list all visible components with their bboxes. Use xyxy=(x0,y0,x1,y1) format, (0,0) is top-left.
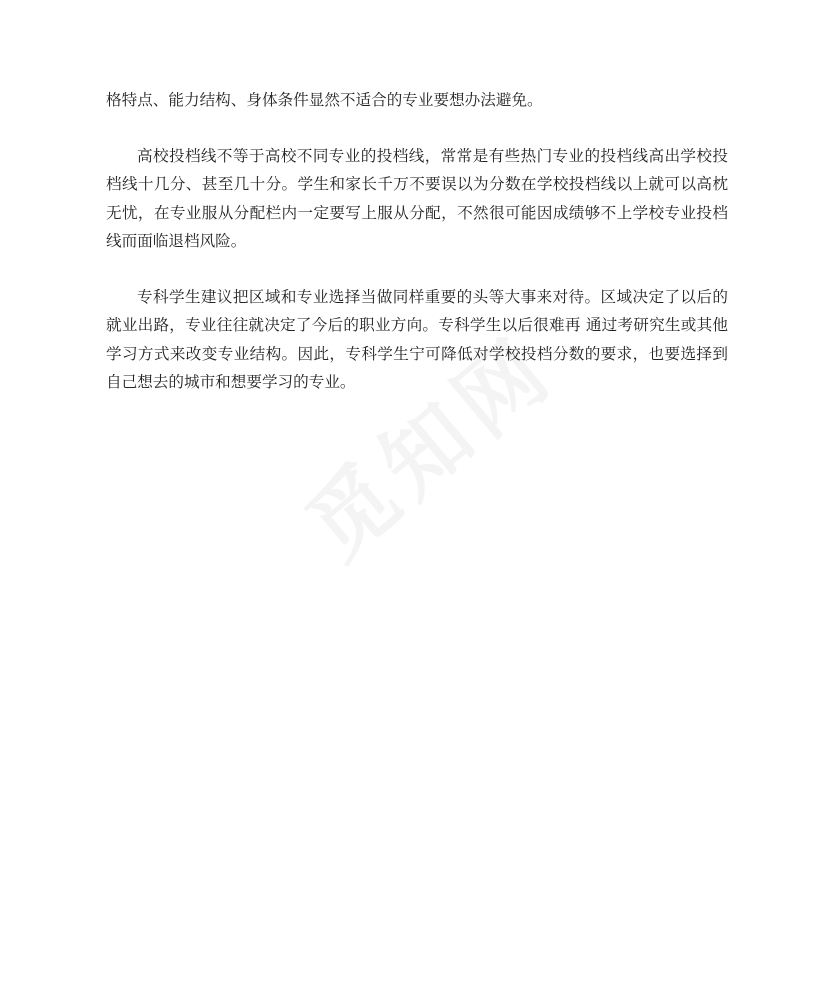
document-body xyxy=(106,86,728,424)
paragraph-admission-line: 高校投档线不等于高校不同专业的投档线，常常是有些热门专业的投档线高出学校投档线十几分、甚至几十分。学生和家长千万不要误以为分数在学校投档线以上就可以高枕无忧，在专业服从分配栏内一定要写上服从分配，不然很可能因成绩够不上学校专业投档线而面临退档风险。 xyxy=(106,146,728,250)
paragraph-vocational-advice: 专科学生建议把区域和专业选择当做同样重要的头等大事来对待。区域决定了以后的就业出路，专业往往就决定了今后的职业方向。专科学生以后很难再 通过考研究生或其他学习方式来改变专业结构。因此，专科学生宁可降低对学校投档分数的要求，也要选择到自己想去的城市和想要学习的专业。 xyxy=(106,287,728,391)
paragraph-continuation: 格特点、能力结构、身体条件显然不适合的专业要想办法避免。 xyxy=(106,91,543,109)
